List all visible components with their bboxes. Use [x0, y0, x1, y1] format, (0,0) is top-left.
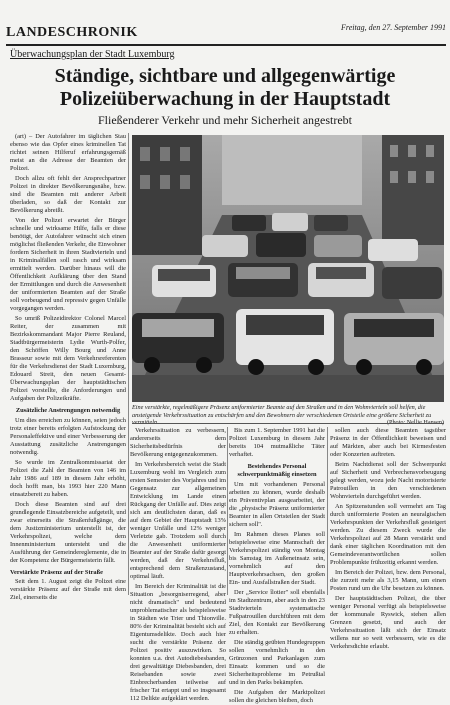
column-divider — [227, 427, 228, 595]
paragraph: Im Bereich der Kriminalität ist die Situation „besorgniserregend, aber nicht dramatisch" und bedeutend unproblematischer als beispielsweise in Städten wie Trier und Thionville. 80% der Kriminalität besteht sich auf Eigentumsdelikte. Doch auch hier sucht die verstärkte Präsenz der Polizei positiv auszuwirken. So konnten u.a. drei Autodiebesbanden, drei gewalttätige Diebesbanden, drei Reisebanden sowie zwei Einbrecherbanden teilweise auf frischer Tat ertappt und so insgesamt 112 Delikte aufgeklärt werden. — [130, 583, 226, 702]
paragraph: Verkehrssituation zu verbessern, andererseits dem Sicherheitsbedürfnis der Bevölkerung entgegenzukommen. — [130, 427, 226, 458]
paragraph: Um dies erreichen zu können, seien jedoch trotz einer bereits erfolgten Aufstockung der Personaleffektive und einer Verbesserung der Ausstattung zusätzliche Anstrengungen notwendig. — [10, 417, 126, 456]
section-subhead: Zusätzliche Anstrengungen notwendig — [15, 407, 121, 414]
paragraph: Im Rahmen dieses Planes soll beispielsweise eine Mannschaft der Verkehrspolizei ständig von Montag bis Samstag im Außeneinsatz sein, vornehmlich auf den Hauptverkehrsachsen, den großen Ein- und Ausfallstraßen der Stadt. — [229, 531, 325, 586]
section-subhead: Bestehendes Personal schwerpunktmäßig einsetzen — [237, 463, 317, 478]
page-header — [6, 19, 446, 44]
header-rule — [6, 44, 446, 46]
paragraph: Im Bereich der Polizei, bzw. dem Personal, die zurzeit mehr als 3,15 Mann, um einen Posten rund um die Uhr besetzen zu können. — [330, 569, 446, 592]
article-kicker: Überwachungsplan der Stadt Luxemburg — [10, 49, 175, 60]
paragraph: Doch allzu oft fehlt der Ansprechpartner Polizei in direkter Bevölkerungsnähe, bzw. sind die Beamten mit anderer Arbeit überladen, so daß der Kontakt zur Bevölkerung abreißt. — [10, 175, 126, 214]
paragraph: Beim Nachtdienst soll der Schwerpunkt auf Sicherheit und Verbrechensvorbeugung gelegt werden, wozu jede Nacht motorisierte Patrouillen in den verschiedenen Wohnvierteln durchgeführt werden. — [330, 461, 446, 500]
paragraph: Seit dem 1. August zeigt die Polizei eine verstärkte Präsenz auf der Straße mit dem Ziel, einerseits die — [10, 578, 126, 601]
column-c — [229, 427, 325, 704]
paragraph: So wurde im Zentralkommissariat der Polizei die Zahl der Beamten von 146 im Jahr 1986 auf 189 in diesem Jahr erhöht, doch hofft man, bis 1993 hier 220 Mann einsatzbereit zu haben. — [10, 459, 126, 498]
paragraph: Der „Service îlotier" soll ebenfalls im Stadtzentrum, aber auch in den 23 Stadtvierteln systematische Fußpatrouillen durchführen mit dem Ziel, den Kontakt zur Bevölkerung zu erhalten. — [229, 589, 325, 636]
traffic-photo — [132, 135, 444, 402]
paragraph: Um mit vorhandenen Personal arbeiten zu können, wurde deshalb ein Präventivplan ausgearbeitet, der die „physische Präsenz uniformierter Beamter in allen Ortsteilen der Stadt sichern soll". — [229, 481, 325, 528]
issue-date: Freitag, den 27. September 1991 — [340, 23, 446, 32]
section-title: LANDESCHRONIK — [6, 25, 138, 40]
caption-text: Eine verstärkte, regelmäßigere Präsenz uniformierter Beamte auf den Straßen und in den Wohnvierteln soll helfen, die ansteigende Verkehrssituation zu entschärfen und den Bewohnern der verschiedenen Ortsteile eine größere Sicherheit zu — [132, 404, 432, 419]
paragraph: Doch diese Beamten sind auf drei grundlegende Einsatzbereiche aufgeteilt, und zwar einerseits die Straßenfußgänge, die dem Justizministerium unterstellt ist, der Verkehrspolizei, welche dem Innenministerium untersteht und die Ausführung der Gemeindereglemente, die in der Kompetenz der Bürgermeisterin fällt. — [10, 501, 126, 564]
column-divider — [327, 427, 328, 595]
paragraph: Bis zum 1. September 1991 hat die Polizei Luxemburg in diesem Jahr bereits 104 mutmaßliche Täter verhaftet. — [229, 427, 325, 458]
paragraph: Der hauptstädtischen Polizei, die über weniger Personal verfügt als beispielsweise der kommunale Ryswick, stehen allen Grenzen gesetzt, und auch der Verkehrssituation läßt sich der Einsatz willens nur so weit verbessern, wie es die Verkehrsdichte erlaubt. — [330, 595, 446, 650]
paragraph: An Spitzenstunden soll vermehrt am Tag durch uniformierte Posten an neuralgischen Verkehrspunkten der Verkehrsfluß gesteigert werden. Zu diesem Zweck wurde die Verkehrspolizei auf 28 Mann verstärkt und dank einer täglichen Koordination mit den Gemeindeverantwortlichen sollen Problempunkte frühzeitig erkannt werden. — [330, 503, 446, 566]
column-d — [330, 427, 446, 650]
paragraph: sollen auch diese Beamten tagsüber Präsenz in der Öffentlichkeit beweisen und auf Märkten, aber auch bei Kirmesfesten oder Konzerten auftreten. — [330, 427, 446, 458]
paragraph: (art) – Der Autofahrer im täglichen Stau ebenso wie das Opfer eines kriminellen Tat richtet seinen Hilferuf erfahrungsgemäß meist an die Adresse der Beamten der Polizei. — [10, 133, 126, 172]
paragraph: Die Aufgaben der Marktpolizei sollen die gleichen bleiben, doch — [229, 689, 325, 704]
paragraph: Im Verkehrsbereich weist die Stadt Luxemburg wohl im Vergleich zum ersten Semester des Vorjahres und im Gegensatz zur allgemeinen Entwicklung im Lande einen Rückgang der Unfälle auf. Dies zeigt sich am deutlichsten daran, daß es auf dem Gebiet der Hauptstadt 13% weniger Unfälle und 12% weniger Verletzte gab. Trotzdem soll durch die Anwesenheit uniformierter Beamter auf der Straße dafür gesorgt werden, daß der Verkehrsfluß, entsprechend dem Straßenzustand, optimal läuft. — [130, 461, 226, 580]
column-b — [130, 427, 226, 702]
column-divider — [128, 133, 129, 595]
paragraph: So umriß Polizeidirektor Colonel Marcel Reiter, der zusammen mit Bezirkskommandant Major Pierre Reuland, Stadtbürgermeisterin Lydie Wurth-Polfer, den Schöffen Willy Bourg und Anne Brasseur sowie mit dem Verkehrsreferenten für die Verkehrsdienst der Stadt Luxemburg, Edouard Streit, den neuen Gesamt-Überwachungsplan der hauptstädtischen Polizei vorstellte, die Anforderungen und Aufgaben der Polizeikräfte. — [10, 315, 126, 402]
headline-line-2: Polizeiüberwachung in der Hauptstadt — [59, 88, 391, 110]
paragraph: Von der Polizei erwartet der Bürger schnelle und wirksame Hilfe, falls er diese benötigt, der Autofahrer wünscht sich einen möglichst fließenden Verkehr, die Einwohner fordern Sicherheit in ihren Stadtvierteln und in Kriminalfällen soll rasch und wirksam ermittelt werden. Darüber hinaus will die Öffentlichkeit Aufklärung über den Stand der Ermittlungen und durch die Anwesenheit der uniformierten Beamten auf der Straße soll vorbeugend und repressiv gegen Unfälle vorgegangen werden. — [10, 217, 126, 312]
subheadline: Fließenderer Verkehr und mehr Sicherheit angestrebt — [97, 113, 353, 127]
paragraph: Die ständig geübten Hundegruppen sollen vornehmlich in den Grünzonen und Parkanlagen zum Einsatz kommen und so die Sicherheitsprobleme im Petrußtal und in den Parks bekämpfen. — [229, 639, 325, 686]
caption-rule — [132, 423, 444, 424]
section-subhead: Verstärkte Präsenz auf der Straße — [10, 569, 104, 576]
headline-line-1: Ständige, sichtbare und allgegenwärtige — [54, 65, 396, 87]
traffic-jam-image — [132, 135, 444, 402]
column-left — [10, 133, 126, 601]
